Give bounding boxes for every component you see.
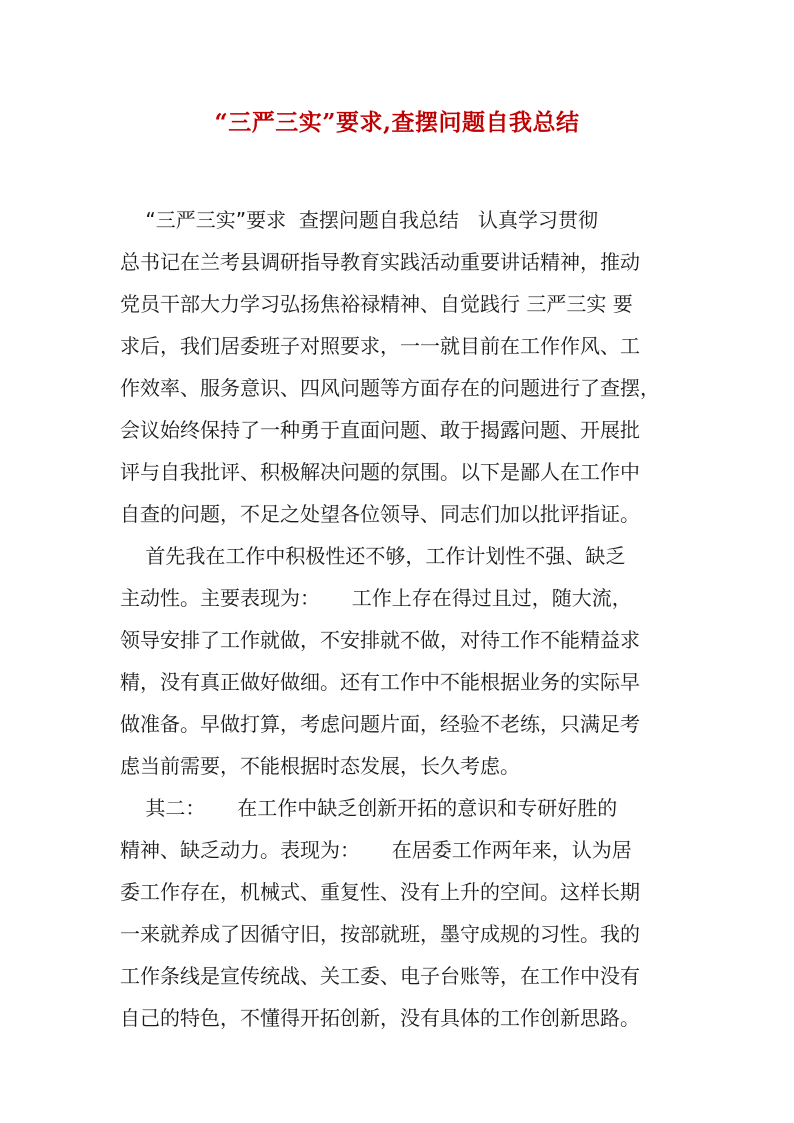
body-line-16: 精神、缺乏动力。表现为： 在居委工作两年来，认为居 <box>120 838 632 862</box>
body-line-10: 主动性。主要表现为： 工作上存在得过且过，随大流， <box>120 586 632 610</box>
body-line-1: “三严三实”要求 查摆问题自我总结 认真学习贯彻 <box>120 208 598 232</box>
body-line-11: 领导安排了工作就做，不安排就不做，对待工作不能精益求 <box>120 628 640 652</box>
body-line-2: 总书记在兰考县调研指导教育实践活动重要讲话精神，推动 <box>120 250 640 274</box>
body-line-8: 自查的问题，不足之处望各位领导、同志们加以批评指证。 <box>120 502 640 526</box>
body-line-5: 作效率、服务意识、四风问题等方面存在的问题进行了查摆， <box>120 376 660 400</box>
body-line-17: 委工作存在，机械式、重复性、没有上升的空间。这样长期 <box>120 880 640 904</box>
body-line-18: 一来就养成了因循守旧，按部就班，墨守成规的习性。我的 <box>120 922 640 946</box>
body-line-19: 工作条线是宣传统战、关工委、电子台账等，在工作中没有 <box>120 964 640 988</box>
body-line-9: 首先我在工作中积极性还不够，工作计划性不强、缺乏 <box>120 544 626 568</box>
body-line-20: 自己的特色，不懂得开拓创新，没有具体的工作创新思路。 <box>120 1006 640 1030</box>
body-line-12: 精，没有真正做好做细。还有工作中不能根据业务的实际早 <box>120 670 640 694</box>
body-line-6: 会议始终保持了一种勇于直面问题、敢于揭露问题、开展批 <box>120 418 640 442</box>
body-line-4: 求后，我们居委班子对照要求，一一就目前在工作作风、工 <box>120 334 640 358</box>
body-line-3: 党员干部大力学习弘扬焦裕禄精神、自觉践行 三严三实 要 <box>120 292 633 316</box>
body-line-14: 虑当前需要，不能根据时态发展，长久考虑。 <box>120 754 520 778</box>
body-line-7: 评与自我批评、积极解决问题的氛围。以下是鄙人在工作中 <box>120 460 640 484</box>
body-line-15: 其二： 在工作中缺乏创新开拓的意识和专研好胜的 <box>120 796 618 820</box>
document-title: “三严三实”要求,查摆问题自我总结 <box>214 109 580 136</box>
body-line-13: 做准备。早做打算，考虑问题片面，经验不老练，只满足考 <box>120 712 640 736</box>
